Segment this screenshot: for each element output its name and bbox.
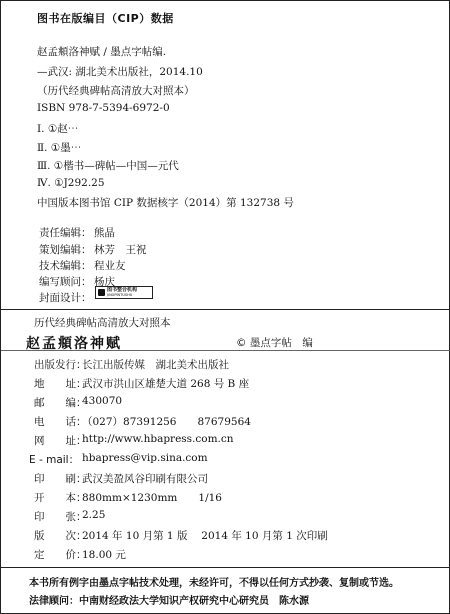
detail-label-website: 网 址： [34,435,87,447]
staff-role-technical: 技术编辑： [39,260,92,272]
detail-label-postcode: 邮 编： [34,397,87,409]
staff-role-advisor: 编写顾问： [39,276,92,288]
detail-label-price: 定 价： [34,549,87,561]
cip-line-subject-4: Ⅳ. ①J292.25 [37,177,105,189]
detail-label-sheets: 印 张： [34,511,87,523]
cip-line-subject-1: Ⅰ. ①赵⋯ [37,123,79,135]
staff-name-editor: 熊晶 [94,227,115,239]
cip-heading: 图书在版编目（CIP）数据 [37,12,174,25]
divider-top [1,309,450,310]
detail-value-publisher: 长江出版传媒 湖北美术出版社 [82,359,229,371]
cip-line-subject-3: Ⅲ. ①楷书—碑帖—中国—元代 [37,160,179,172]
legal-counsel: 法律顾问：中南财经政法大学知识产权研究中心研究员 陈水源 [29,596,309,607]
logo-text: 图书整合机构 [107,287,138,293]
cip-line-publisher: —武汉: 湖北美术出版社，2014.10 [37,66,203,78]
book-series: 历代经典碑帖高清放大对照本 [34,317,171,329]
detail-value-postcode: 430070 [82,395,123,407]
divider-middle [1,350,450,351]
detail-label-publisher: 出版发行： [34,359,87,371]
detail-label-edition: 版 次： [34,530,87,542]
detail-label-printer: 印 刷： [34,473,87,485]
divider-bottom [1,567,450,568]
detail-value-printer: 武汉美盈风谷印刷有限公司 [82,473,208,485]
detail-label-format: 开 本： [34,492,87,504]
staff-role-editor: 责任编辑： [39,227,92,239]
design-studio-logo [95,286,153,299]
detail-value-price: 18.00 元 [82,549,126,561]
book-title: 赵孟頫洛神赋 [26,336,122,352]
detail-label-email: E - mail： [29,454,80,466]
detail-value-format: 880mm×1230mm 1/16 [82,492,222,504]
cip-line-isbn: ISBN 978-7-5394-6972-0 [37,102,170,114]
cip-line-subject-2: Ⅱ. ①墨⋯ [37,142,82,154]
detail-value-sheets: 2.25 [82,509,106,521]
detail-label-phone: 电 话： [34,416,87,428]
book-credit: © 墨点字帖 编 [236,337,313,349]
detail-label-address: 地 址： [34,378,87,390]
detail-value-edition: 2014 年 10 月第 1 版 2014 年 10 月第 1 次印刷 [82,530,328,542]
cip-line-record: 中国版本图书馆 CIP 数据核字（2014）第 132738 号 [37,197,294,209]
rights-notice: 本书所有例字由墨点字帖技术处理，未经许可，不得以任何方式抄袭、复制或节选。 [29,578,399,589]
logo-subtext: JINGPINTUSHU [107,293,133,297]
staff-name-technical: 程业友 [94,260,126,272]
studio-mark-icon [98,289,105,296]
detail-value-address: 武汉市洪山区雄楚大道 268 号 B 座 [82,378,250,390]
staff-name-advisor: 杨庆 [94,276,115,288]
staff-name-planning: 林芳 王祝 [94,244,147,256]
cip-line-title: 赵孟頫洛神赋 / 墨点字帖编. [37,46,167,58]
detail-value-email: hbapress@vip.sina.com [82,452,208,464]
cip-line-series: （历代经典碑帖高清放大对照本） [37,85,195,97]
detail-value-website: http://www.hbapress.com.cn [82,433,234,445]
detail-value-phone: （027）87391256 87679564 [82,416,251,428]
staff-role-planning: 策划编辑： [39,244,92,256]
staff-role-cover: 封面设计： [39,292,92,304]
